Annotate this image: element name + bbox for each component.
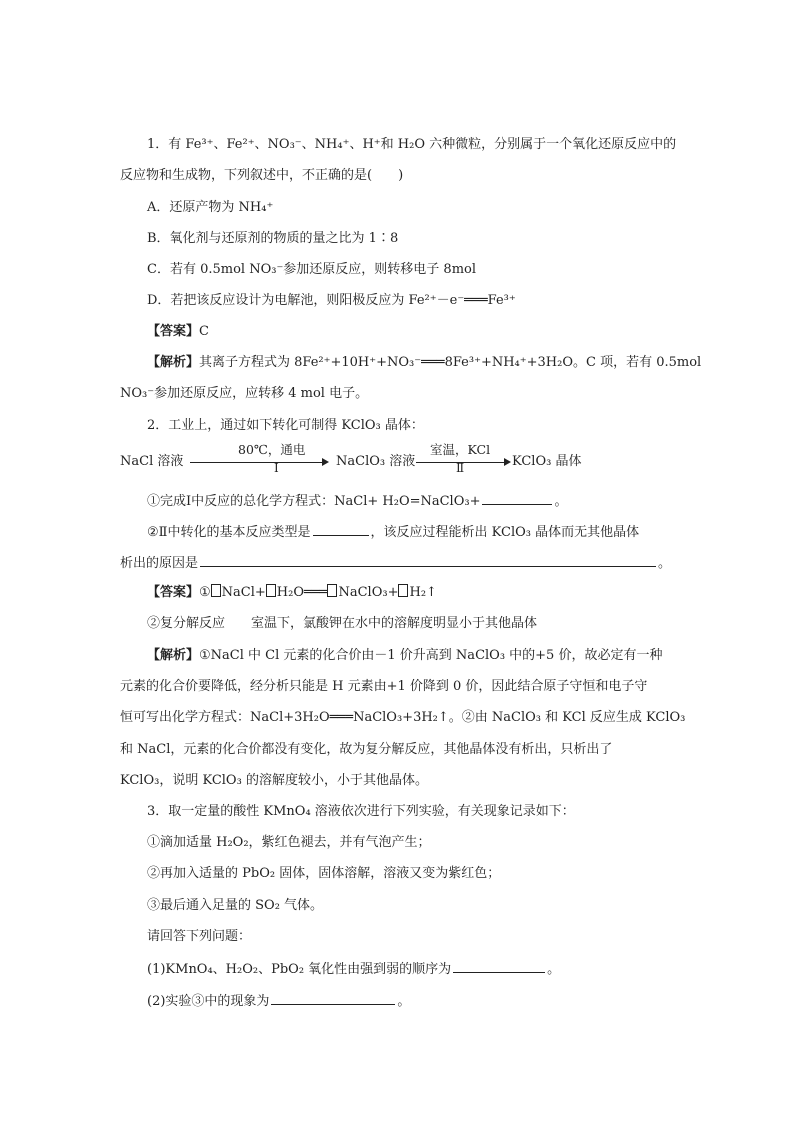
q1-answer-line bbox=[147, 322, 209, 342]
q1-analysis-line1 bbox=[147, 353, 701, 373]
flow-middle: NaClO₃ 溶液 bbox=[336, 454, 416, 469]
q2-answer-a: ① bbox=[199, 585, 211, 600]
q2-sub2-text-b: ，该反应过程能析出 KClO₃ 晶体而无其他晶体 bbox=[370, 525, 640, 540]
q2-sub2-end: 。 bbox=[658, 556, 672, 571]
q2-answer-tag: 【答案】 bbox=[147, 585, 200, 600]
q2-analysis-tag: 【解析】 bbox=[147, 648, 200, 663]
coefficient-box bbox=[327, 584, 337, 597]
q3-step3: ③最后通入足量的 SO₂ 气体。 bbox=[147, 898, 324, 913]
q2-analysis-line4: 和 NaCl，元素的化合价都没有变化，故为复分解反应，其他晶体没有析出，只析出了 bbox=[120, 742, 613, 757]
q1-option-b: B．氧化剂与还原剂的物质的量之比为 1∶8 bbox=[147, 231, 399, 246]
flow-arrow-1-step: Ⅰ bbox=[274, 461, 279, 475]
q2-answer-e: H₂↑ bbox=[409, 585, 437, 600]
q2-analysis-text1: ①NaCl 中 Cl 元素的化合价由－1 价升高到 NaClO₃ 中的+5 价，故必定有一种 bbox=[199, 648, 663, 663]
flow-arrow-1 bbox=[190, 440, 330, 480]
q1-analysis-line2: NO₃⁻参加还原反应，应转移 4 mol 电子。 bbox=[120, 386, 369, 401]
q3-sub1 bbox=[147, 958, 560, 980]
q3-prompt: 请回答下列问题： bbox=[147, 929, 252, 944]
q3-sub2-blank[interactable] bbox=[271, 990, 395, 1005]
q2-sub2-line2 bbox=[120, 552, 671, 574]
q1-option-c: C．若有 0.5mol NO₃⁻参加还原反应，则转移电子 8mol bbox=[147, 262, 477, 277]
flow-arrow-2-step: Ⅱ bbox=[456, 461, 465, 475]
flow-start: NaCl 溶液 bbox=[120, 454, 184, 469]
q2-analysis-line2: 元素的化合价要降低，经分析只能是 H 元素由+1 价降到 0 价，因此结合原子守恒和电子守 bbox=[120, 679, 648, 694]
q3-sub1-text: (1)KMnO₄、H₂O₂、PbO₂ 氧化性由强到弱的顺序为 bbox=[147, 962, 452, 977]
q2-sub1-end: 。 bbox=[554, 494, 568, 509]
q3-sub1-blank[interactable] bbox=[453, 958, 545, 973]
coefficient-box bbox=[266, 584, 276, 597]
q2-answer-line1 bbox=[147, 583, 437, 603]
q2-sub2-text-a: ②Ⅱ中转化的基本反应类型是 bbox=[147, 525, 311, 540]
q3-sub2-text: (2)实验③中的现象为 bbox=[147, 994, 270, 1009]
q3-step2: ②再加入适量的 PbO₂ 固体，固体溶解，溶液又变为紫红色； bbox=[147, 866, 501, 881]
q2-sub1 bbox=[147, 490, 568, 512]
q2-stem: 2．工业上，通过如下转化可制得 KClO₃ 晶体： bbox=[147, 418, 424, 433]
q2-sub2-blank-2[interactable] bbox=[200, 552, 656, 567]
q3-sub2 bbox=[147, 990, 410, 1012]
flow-end: KClO₃ 晶体 bbox=[512, 454, 582, 469]
flow-arrow-2 bbox=[416, 440, 512, 480]
q2-sub1-text: ①完成Ⅰ中反应的总化学方程式：NaCl+ H₂O=NaClO₃+ bbox=[147, 494, 481, 509]
q3-sub2-end: 。 bbox=[397, 994, 411, 1009]
q3-stem: 3．取一定量的酸性 KMnO₄ 溶液依次进行下列实验，有关现象记录如下： bbox=[147, 804, 575, 819]
q1-analysis-text1: 其离子方程式为 8Fe²⁺+10H⁺+NO₃⁻═══8Fe³⁺+NH₄⁺+3H₂O。C 项，若有 0.5mol bbox=[199, 355, 702, 370]
q2-sub2-blank-1[interactable] bbox=[313, 521, 369, 536]
coefficient-box bbox=[398, 584, 408, 597]
q2-answer-d: NaClO₃+ bbox=[338, 585, 399, 600]
q2-answer-line2: ②复分解反应 室温下，氯酸钾在水中的溶解度明显小于其他晶体 bbox=[147, 616, 538, 631]
flow-arrow-2-condition: 室温，KCl bbox=[430, 442, 491, 457]
q1-answer: C bbox=[199, 324, 209, 339]
q2-sub2-line1 bbox=[147, 521, 639, 543]
q3-sub1-end: 。 bbox=[547, 962, 561, 977]
q2-answer-c: H₂O═══ bbox=[276, 585, 328, 600]
q1-analysis-tag: 【解析】 bbox=[147, 355, 200, 370]
q1-stem-line2: 反应物和生成物，下列叙述中，不正确的是( ) bbox=[120, 168, 404, 183]
q2-sub1-blank[interactable] bbox=[482, 490, 552, 505]
q1-stem-line1: 1．有 Fe³⁺、Fe²⁺、NO₃⁻、NH₄⁺、H⁺和 H₂O 六种微粒，分别属于一个氧化还原反应中的 bbox=[147, 137, 677, 152]
q2-analysis-line5: KClO₃，说明 KClO₃ 的溶解度较小，小于其他晶体。 bbox=[120, 773, 428, 788]
coefficient-box bbox=[211, 584, 221, 597]
q1-option-a: A．还原产物为 NH₄⁺ bbox=[147, 200, 274, 215]
q2-sub2-text-c: 析出的原因是 bbox=[120, 556, 199, 571]
flow-arrow-1-condition: 80℃，通电 bbox=[238, 442, 306, 457]
q1-option-d: D．若把该反应设计为电解池，则阳极反应为 Fe²⁺－e⁻═══Fe³⁺ bbox=[147, 293, 516, 308]
q2-answer-b: NaCl+ bbox=[221, 585, 266, 600]
q2-analysis-line1 bbox=[147, 646, 662, 666]
q3-step1: ①滴加适量 H₂O₂，紫红色褪去，并有气泡产生； bbox=[147, 835, 431, 850]
q2-analysis-line3: 恒可写出化学方程式：NaCl+3H₂O═══NaClO₃+3H₂↑。②由 NaClO₃ 和 KCl 反应生成 KClO₃ bbox=[120, 710, 686, 725]
q1-answer-tag: 【答案】 bbox=[147, 324, 200, 339]
